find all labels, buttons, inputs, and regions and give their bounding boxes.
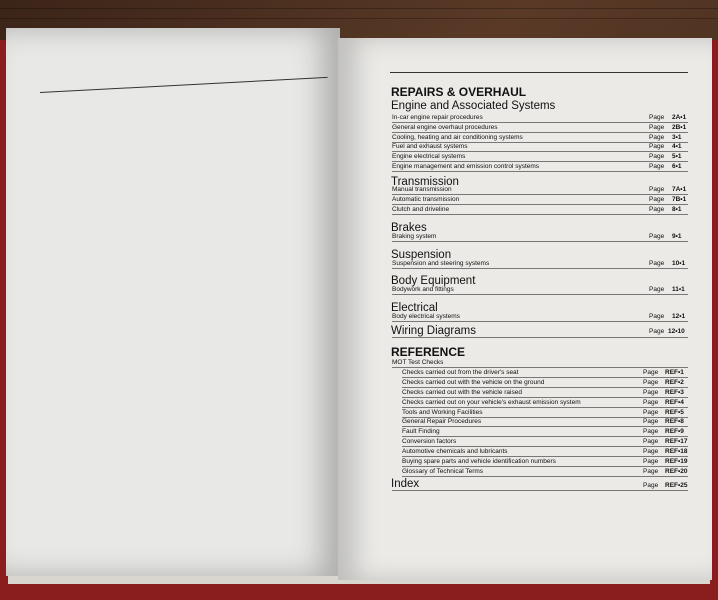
- toc-entry-label: Engine management and emission control systems: [392, 163, 540, 170]
- page-word: Page: [649, 260, 665, 267]
- page-word: Page: [649, 205, 665, 213]
- entry-rule: [402, 466, 688, 467]
- entry-rule: [402, 456, 688, 457]
- page-number: 8•1: [672, 205, 682, 213]
- entry-rule: [392, 268, 688, 269]
- entry-rule: [402, 387, 688, 388]
- toc-entry-label: In-car engine repair procedures: [392, 114, 483, 121]
- entry-rule: [402, 397, 688, 398]
- section-heading: REPAIRS & OVERHAUL: [391, 85, 527, 99]
- index-heading: Index: [391, 478, 420, 490]
- page-word: Page: [643, 428, 659, 436]
- entry-rule: [392, 490, 688, 491]
- page-number: 11•1: [672, 286, 685, 293]
- page-number: REF•17: [665, 438, 688, 446]
- toc-entry-label: Checks carried out with the vehicle raised: [402, 388, 522, 396]
- toc-entry-label: Clutch and driveline: [392, 205, 450, 213]
- subsection-heading: Suspension: [391, 249, 452, 261]
- page-number: REF•5: [665, 408, 684, 416]
- subsection-heading: Electrical: [391, 302, 438, 314]
- page-number: REF•19: [665, 458, 688, 465]
- entry-rule: [402, 377, 688, 378]
- page-word: Page: [649, 114, 665, 121]
- subsection-heading: Engine and Associated Systems: [391, 100, 556, 112]
- entry-rule: [402, 476, 688, 477]
- page-number: REF•18: [665, 448, 688, 456]
- page-number: 4•1: [672, 143, 682, 151]
- page-number: REF•2: [665, 378, 684, 386]
- entry-rule: [392, 171, 688, 172]
- page-number: REF•20: [665, 467, 688, 475]
- page-word: Page: [649, 233, 665, 240]
- toc-entry-label: Conversion factors: [402, 438, 457, 446]
- page-number: REF•3: [665, 388, 684, 396]
- page-word: Page: [643, 467, 659, 475]
- page-number: 7B•1: [672, 195, 687, 203]
- toc-entry-label: Automatic transmission: [392, 195, 460, 203]
- toc-entry-label: General engine overhaul procedures: [392, 123, 498, 131]
- toc-entry-label: Braking system: [392, 233, 437, 240]
- page-number: 12•10: [668, 328, 685, 335]
- page-word: Page: [643, 482, 659, 489]
- page-word: Page: [649, 123, 665, 131]
- entry-rule: [392, 294, 688, 295]
- page-word: Page: [649, 313, 665, 320]
- entry-rule: [402, 417, 688, 418]
- toc-entry-label: Engine electrical systems: [392, 153, 466, 161]
- subsection-heading: Brakes: [391, 222, 427, 234]
- page-word: Page: [643, 448, 659, 456]
- section-heading: REFERENCE: [391, 345, 466, 359]
- page-word: Page: [649, 143, 665, 151]
- page-number: 2A•1: [672, 114, 687, 121]
- page-word: Page: [643, 458, 659, 465]
- page-number: REF•25: [665, 482, 688, 489]
- page-number: 3•1: [672, 133, 682, 141]
- page-number: 9•1: [672, 233, 682, 240]
- page-word: Page: [649, 133, 665, 141]
- entry-rule: [402, 446, 688, 447]
- toc-entry-label: Tools and Working Facilities: [402, 408, 483, 416]
- left-page: [6, 28, 340, 576]
- page-word: Page: [649, 328, 665, 335]
- page-word: Page: [643, 418, 659, 426]
- page-number: REF•1: [665, 368, 684, 376]
- subsection-heading: Transmission: [391, 176, 459, 188]
- toc-entry-label: Fault Finding: [402, 428, 440, 436]
- toc-entry-label: Bodywork and fittings: [392, 286, 454, 293]
- page-number: REF•9: [665, 428, 684, 436]
- page-number: 2B•1: [672, 123, 687, 131]
- toc-entry-label: Body electrical systems: [392, 313, 460, 320]
- toc-entry-label: Buying spare parts and vehicle identification numbers: [402, 458, 556, 465]
- wiring-diagrams-heading: Wiring Diagrams: [391, 325, 476, 337]
- toc-entry-label: Checks carried out from the driver's seat: [402, 368, 519, 376]
- page-word: Page: [649, 195, 665, 203]
- toc-entry-label: General Repair Procedures: [402, 418, 482, 426]
- page-word: Page: [649, 153, 665, 161]
- entry-rule: [392, 214, 688, 215]
- toc-entry-label: Fuel and exhaust systems: [392, 143, 468, 151]
- page-word: Page: [649, 186, 665, 193]
- toc-entry-label: Manual transmission: [392, 186, 452, 193]
- page-word: Page: [643, 408, 659, 416]
- entry-rule: [392, 321, 688, 322]
- page-number: 12•1: [672, 313, 686, 320]
- page-word: Page: [643, 378, 659, 386]
- wood-grain: [0, 18, 718, 19]
- entry-rule: [392, 337, 688, 338]
- toc-entry-label: MOT Test Checks: [392, 359, 444, 366]
- entry-rule: [402, 436, 688, 437]
- page-word: Page: [649, 286, 665, 293]
- page-word: Page: [643, 368, 659, 376]
- page-number: 7A•1: [672, 186, 687, 193]
- toc-entry-label: Checks carried out on your vehicle's exhaust emission system: [402, 398, 581, 406]
- page-number: 5•1: [672, 153, 682, 161]
- subsection-heading: Body Equipment: [391, 275, 476, 287]
- page-word: Page: [643, 438, 659, 446]
- page-number: 10•1: [672, 260, 686, 267]
- toc-entry-label: Cooling, heating and air conditioning systems: [392, 133, 523, 141]
- toc-entry-label: Automotive chemicals and lubricants: [402, 448, 508, 456]
- page-word: Page: [643, 398, 659, 406]
- page-number: REF•4: [665, 398, 684, 406]
- entry-rule: [392, 241, 688, 242]
- page-number: REF•8: [665, 418, 684, 426]
- toc-entry-label: Checks carried out with the vehicle on the ground: [402, 378, 545, 386]
- wood-grain: [0, 8, 718, 9]
- page-number: 6•1: [672, 163, 682, 170]
- page-word: Page: [649, 163, 665, 170]
- entry-rule: [402, 426, 688, 427]
- toc-entry-label: Glossary of Technical Terms: [402, 467, 484, 475]
- toc-entry-label: Suspension and steering systems: [392, 260, 490, 267]
- entry-rule: [402, 407, 688, 408]
- entry-rule: [392, 367, 688, 368]
- title-rule: [390, 72, 688, 73]
- page-word: Page: [643, 388, 659, 396]
